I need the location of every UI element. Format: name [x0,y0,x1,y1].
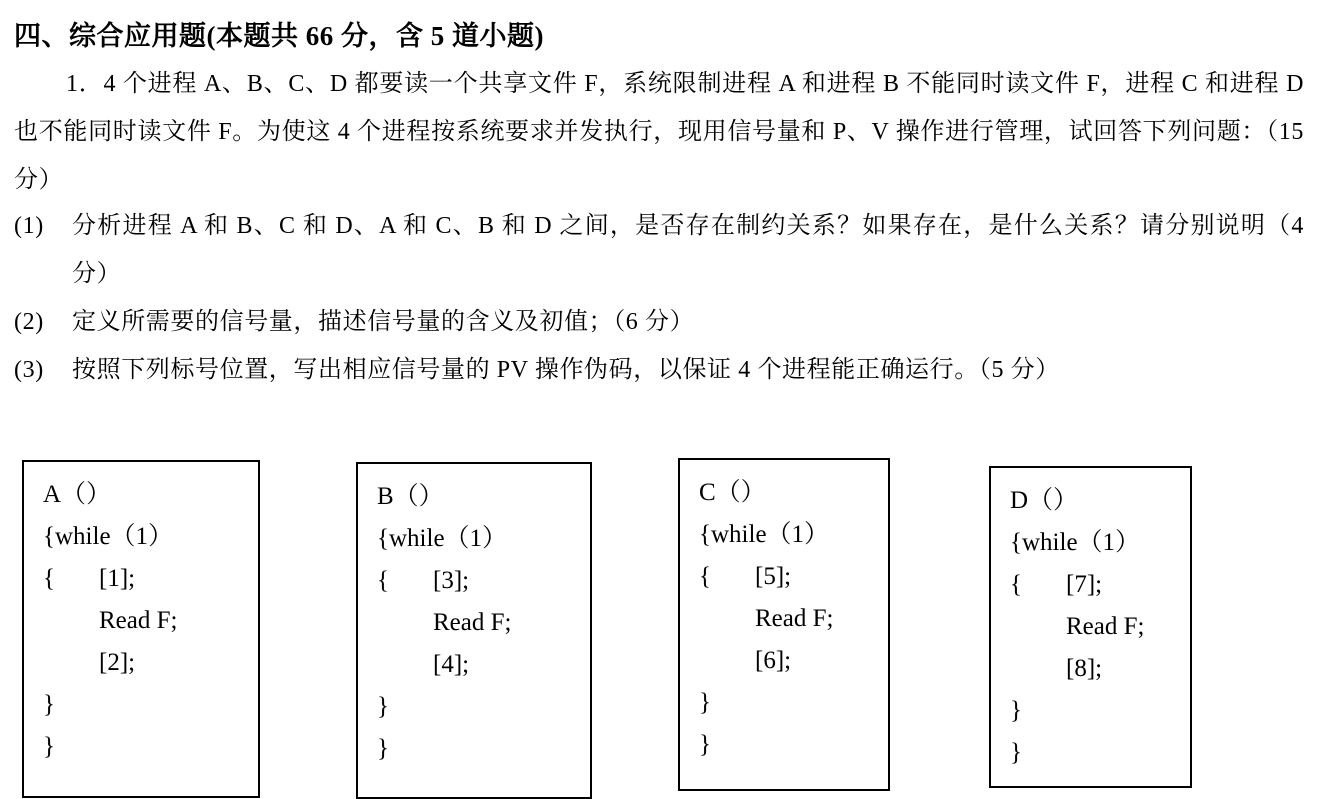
process-d-code-box [989,466,1192,788]
label-3: [3]; [433,567,470,594]
process-a-code-box [22,460,260,798]
brace-close: } [1010,739,1022,766]
brace-close: } [43,733,55,760]
brace-open: { [377,567,389,594]
brace-open: { [699,563,711,590]
while-line: {while（1） [377,525,508,552]
process-header: C（） [699,479,766,506]
read-line: Read F; [99,607,178,634]
while-line: {while（1） [699,521,830,548]
brace-close: } [1010,697,1022,724]
process-header: A（） [43,481,112,508]
read-line: Read F; [433,609,512,636]
question-text: 定义所需要的信号量，描述信号量的含义及初值；（6 分） [72,309,695,335]
process-c-code-box [678,458,890,791]
question-3 [14,346,1304,394]
problem-intro: 1．4 个进程 A、B、C、D 都要读一个共享文件 F，系统限制进程 A 和进程 B 不能同时读文件 F，进程 C 和进程 D 也不能同时读文件 F。为使这 4 个进程按系统要求并发执行，现用信号量和 P、V 操作进行管理，试回答下列问题：（15 分） [14,71,1304,193]
brace-close: } [699,731,711,758]
process-b-code-box [356,462,592,799]
process-header: B（） [377,483,444,510]
read-line: Read F; [1066,613,1145,640]
brace-close: } [377,693,389,720]
question-number: (1) [14,213,44,239]
question-text: 按照下列标号位置，写出相应信号量的 PV 操作伪码，以保证 4 个进程能正确运行。（5 分） [72,357,1060,383]
while-line: {while（1） [1010,529,1141,556]
read-line: Read F; [755,605,834,632]
brace-open: { [1010,571,1022,598]
label-6: [6]; [755,647,792,674]
section-heading: 四、综合应用题(本题共 66 分，含 5 道小题) [14,21,544,51]
brace-close: } [377,735,389,762]
question-2 [14,298,1304,346]
label-8: [8]; [1066,655,1103,682]
label-1: [1]; [99,565,136,592]
question-number: (2) [14,309,44,335]
label-5: [5]; [755,563,792,590]
brace-open: { [43,565,55,592]
question-text: 分析进程 A 和 B、C 和 D、A 和 C、B 和 D 之间，是否存在制约关系？如果存在，是什么关系？请分别说明（4 分） [72,213,1304,287]
brace-close: } [699,689,711,716]
brace-close: } [43,691,55,718]
question-number: (3) [14,357,44,383]
while-line: {while（1） [43,523,174,550]
question-1 [14,202,1304,298]
label-4: [4]; [433,651,470,678]
process-header: D（） [1010,487,1079,514]
label-7: [7]; [1066,571,1103,598]
label-2: [2]; [99,649,136,676]
